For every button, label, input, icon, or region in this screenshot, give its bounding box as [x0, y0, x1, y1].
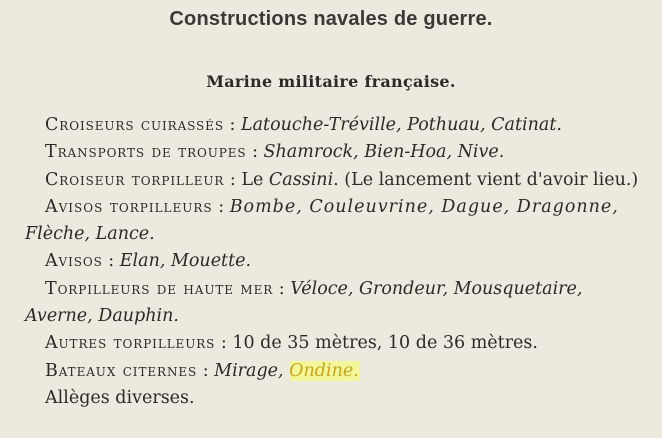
ship-names: Latouche-Tréville, Pothuau, Catinat.	[241, 115, 562, 135]
entry-avisos	[0, 248, 662, 275]
entry-note: . (Le lancement vient d'avoir lieu.)	[333, 169, 639, 190]
entry-torpilleurs-haute-mer-continued	[0, 303, 662, 330]
entry-prefix: Le	[241, 169, 269, 190]
ship-name: Cassini	[268, 169, 334, 190]
entry-label: Croiseurs cuirassés	[45, 115, 224, 135]
entry-avisos-torpilleurs	[0, 194, 662, 221]
ship-names: Shamrock, Bien-Hoa, Nive.	[263, 142, 505, 163]
entry-text: Allèges diverses.	[45, 387, 195, 408]
entry-separator: :	[246, 142, 264, 163]
ship-names: Véloce, Grondeur, Mousquetaire,	[290, 278, 583, 299]
entry-label: Avisos	[45, 251, 103, 272]
ship-name: Mirage,	[214, 360, 290, 381]
entry-separator: :	[215, 333, 233, 354]
section-subtitle: Marine militaire française.	[206, 72, 456, 91]
entry-bateaux-citernes	[0, 358, 662, 385]
entry-separator: :	[223, 115, 241, 135]
ship-names: Flèche, Lance.	[25, 224, 155, 245]
entry-label: Transports de troupes	[45, 142, 247, 163]
entry-text: 10 de 35 mètres, 10 de 36 mètres.	[232, 333, 538, 354]
entry-croiseur-torpilleur	[0, 167, 662, 194]
entry-label: Torpilleurs de haute mer	[45, 278, 274, 299]
entry-separator: :	[224, 169, 242, 190]
entry-croiseurs-cuirasses	[0, 112, 662, 139]
ship-names: Averne, Dauphin.	[25, 306, 179, 327]
entry-separator: :	[273, 278, 291, 299]
entry-alleges	[0, 385, 662, 412]
ship-list	[0, 112, 662, 412]
entry-separator: :	[197, 360, 215, 381]
ship-names: Bombe, Couleuvrine, Dague, Dragonne,	[229, 196, 619, 217]
page-title: Constructions navales de guerre.	[169, 8, 493, 30]
entry-label: Autres torpilleurs	[45, 333, 216, 354]
entry-transports	[0, 139, 662, 166]
entry-label: Avisos torpilleurs	[45, 196, 213, 217]
entry-separator: :	[102, 251, 120, 272]
entry-avisos-torpilleurs-continued	[0, 221, 662, 248]
entry-label: Bateaux citernes	[45, 360, 198, 381]
entry-label: Croiseur torpilleur	[45, 169, 225, 190]
entry-torpilleurs-haute-mer	[0, 276, 662, 303]
ship-names: Elan, Mouette.	[119, 251, 252, 272]
entry-separator: :	[212, 196, 230, 217]
entry-autres-torpilleurs	[0, 330, 662, 357]
highlighted-ship-name[interactable]: Ondine.	[289, 360, 359, 381]
